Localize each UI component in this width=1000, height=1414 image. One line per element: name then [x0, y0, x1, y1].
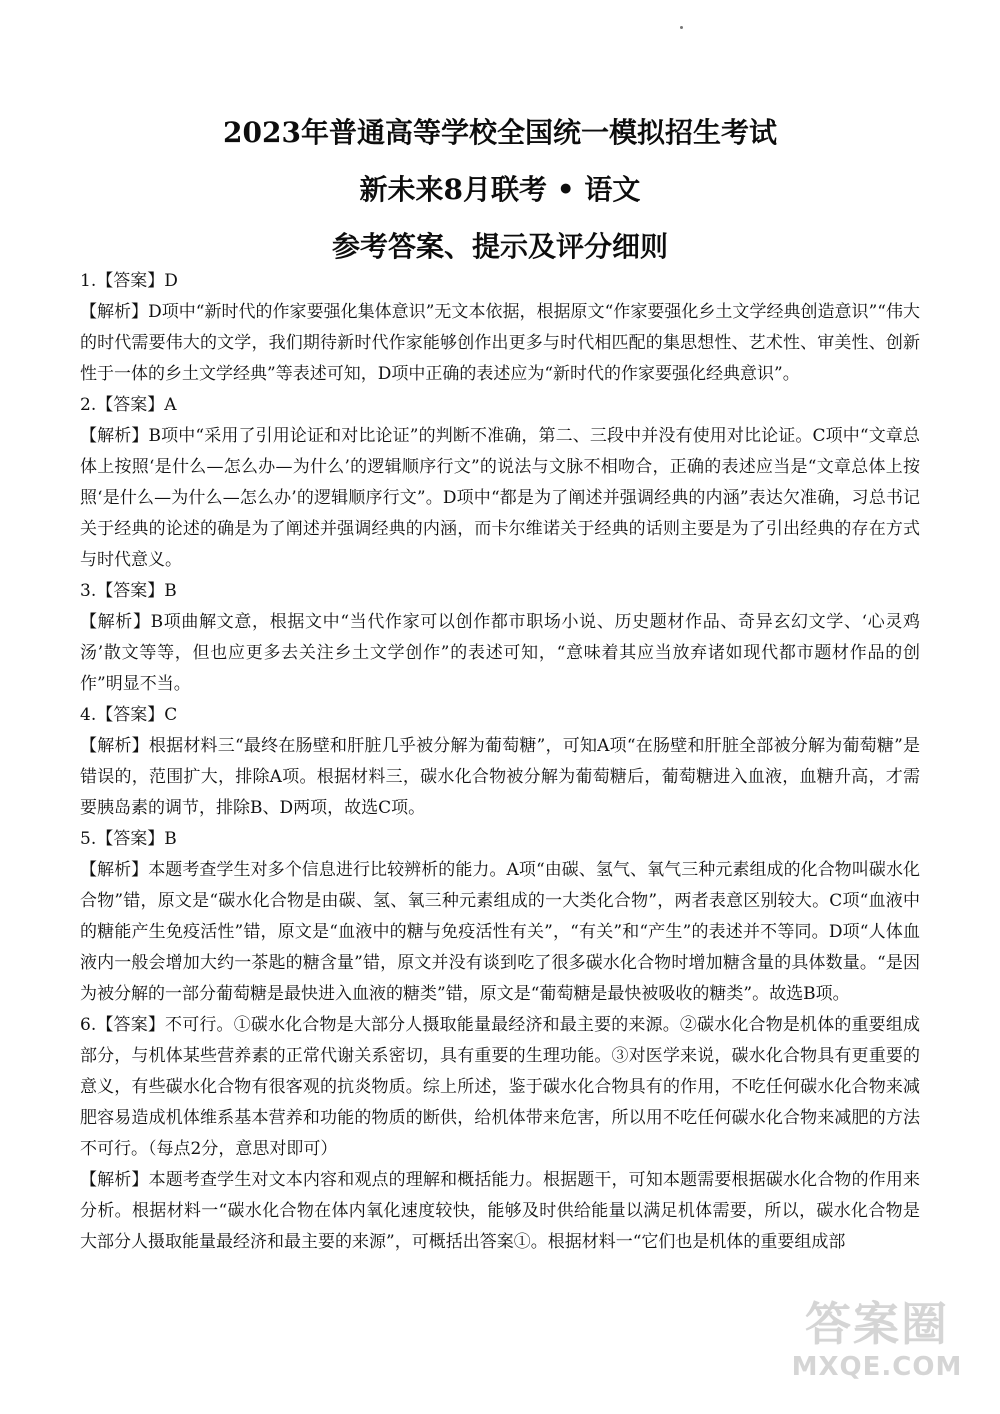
answer-tag: 【答案】: [96, 1015, 166, 1035]
analysis-text: B项中“采用了引用论证和对比论证”的判断不准确，第二、三段中并没有使用对比论证。C项中“文章总体上按照‘是什么—怎么办—为什么’的逻辑顺序行文”的说法与文脉不相吻合，正确的表述应当是“文章总体上按照‘是什么—为什么—怎么办’的逻辑顺序行文”。D项中“都是为了阐述并强调经典的内涵”表达欠准确，习总书记关于经典的论述的确是为了阐述并强调经典的内涵，而卡尔维诺关于经典的话则主要是为了引出经典的存在方式与时代意义。: [80, 426, 920, 570]
answer-value: 不可行。①碳水化合物是大部分人摄取能量最经济和最主要的来源。②碳水化合物是机体的重要组成部分，与机体某些营养素的正常代谢关系密切，具有重要的生理功能。③对医学来说，碳水化合物具有更重要的意义，有些碳水化合物有很客观的抗炎物质。综上所述，鉴于碳水化合物具有的作用，不吃任何碳水化合物来减肥容易造成机体维系基本营养和功能的物质的断供，给机体带来危害，所以用不吃任何碳水化合物来减肥的方法不可行。（每点2分，意思对即可）: [80, 1015, 921, 1159]
header: [0, 118, 1000, 262]
question-number: 4.: [80, 705, 97, 725]
analysis-text: B项曲解文意，根据文中“当代作家可以创作都市职场小说、历史题材作品、奇异玄幻文学、‘心灵鸡汤’散文等等，但也应更多去关注乡土文学创作”的表述可知，“意味着其应当放弃诸如现代都市题材作品的创作”明显不当。: [80, 612, 920, 694]
answer-tag: 【答案】: [96, 395, 165, 415]
watermark-url: MXQE.COM: [791, 1352, 963, 1382]
analysis-text: 本题考查学生对多个信息进行比较辨析的能力。A项“由碳、氢气、氧气三种元素组成的化合物叫碳水化合物”错，原文是“碳水化合物是由碳、氢、氧三种元素组成的一大类化合物”，两者表意区别较大。C项“血液中的糖能产生免疫活性”错，原文是“血液中的糖与免疫活性有关”，“有关”和“产生”的表述并不等同。D项“人体血液内一般会增加大约一茶匙的糖含量”错，原文并没有谈到吃了很多碳水化合物时增加糖含量的具体数量。“是因为被分解的一部分葡萄糖是最快进入血液的糖类”错，原文是“葡萄糖是最快被吸收的糖类”。故选B项。: [80, 860, 920, 1004]
answer-tag: 【答案】: [96, 581, 165, 601]
answer-item-4: [80, 700, 920, 824]
answer-item-3: [80, 576, 920, 700]
question-number: 5.: [80, 829, 97, 849]
answer-item-6: [80, 1010, 920, 1258]
answer-value: A: [164, 395, 177, 415]
answer-value: C: [164, 705, 178, 725]
analysis-tag: 【解析】: [80, 860, 149, 880]
analysis-text: D项中“新时代的作家要强化集体意识”无文本依据，根据原文“作家要强化乡土文学经典创造意识”“伟大的时代需要伟大的文学，我们期待新时代作家能够创作出更多与时代相匹配的集思想性、艺术性、审美性、创新性于一体的乡土文学经典”等表述可知，D项中正确的表述应为“新时代的作家要强化经典意识”。: [80, 302, 920, 384]
answer-list: [80, 266, 920, 1258]
answer-item-1: [80, 266, 920, 390]
answer-item-2: [80, 390, 920, 576]
question-number: 2.: [80, 395, 97, 415]
answer-tag: 【答案】: [96, 271, 165, 291]
analysis-text: 根据材料三“最终在肠壁和肝脏几乎被分解为葡萄糖”，可知A项“在肠壁和肝脏全部被分解为葡萄糖”是错误的，范围扩大，排除A项。根据材料三，碳水化合物被分解为葡萄糖后，葡萄糖进入血液，血糖升高，才需要胰岛素的调节，排除B、D两项，故选C项。: [80, 736, 921, 818]
watermark-logo: [782, 1296, 972, 1406]
analysis-tag: 【解析】: [80, 1170, 149, 1190]
question-number: 1.: [80, 271, 97, 291]
answer-item-5: [80, 824, 920, 1010]
exam-title: 2023年普通高等学校全国统一模拟招生考试: [223, 116, 777, 149]
analysis-tag: 【解析】: [80, 302, 149, 322]
analysis-text: 本题考查学生对文本内容和观点的理解和概括能力。根据题干，可知本题需要根据碳水化合物的作用来分析。根据材料一“碳水化合物在体内氧化速度较快，能够及时供给能量以满足机体需要，所以，碳水化合物是大部分人摄取能量最经济和最主要的来源”，可概括出答案①。根据材料一“它们也是机体的重要组成部: [80, 1170, 921, 1252]
analysis-tag: 【解析】: [80, 426, 149, 446]
answer-key-heading: 参考答案、提示及评分细则: [331, 230, 668, 263]
question-number: 3.: [80, 581, 97, 601]
exam-subtitle: 新未来8月联考 • 语文: [359, 173, 641, 206]
analysis-tag: 【解析】: [80, 736, 149, 756]
analysis-tag: 【解析】: [80, 612, 151, 632]
question-number: 6.: [80, 1015, 97, 1035]
answer-value: D: [164, 271, 178, 291]
watermark-text: 答案圈: [805, 1297, 949, 1351]
answer-tag: 【答案】: [96, 829, 165, 849]
scan-speck: [680, 26, 683, 29]
answer-value: B: [164, 829, 177, 849]
answer-value: B: [164, 581, 177, 601]
answer-tag: 【答案】: [96, 705, 165, 725]
